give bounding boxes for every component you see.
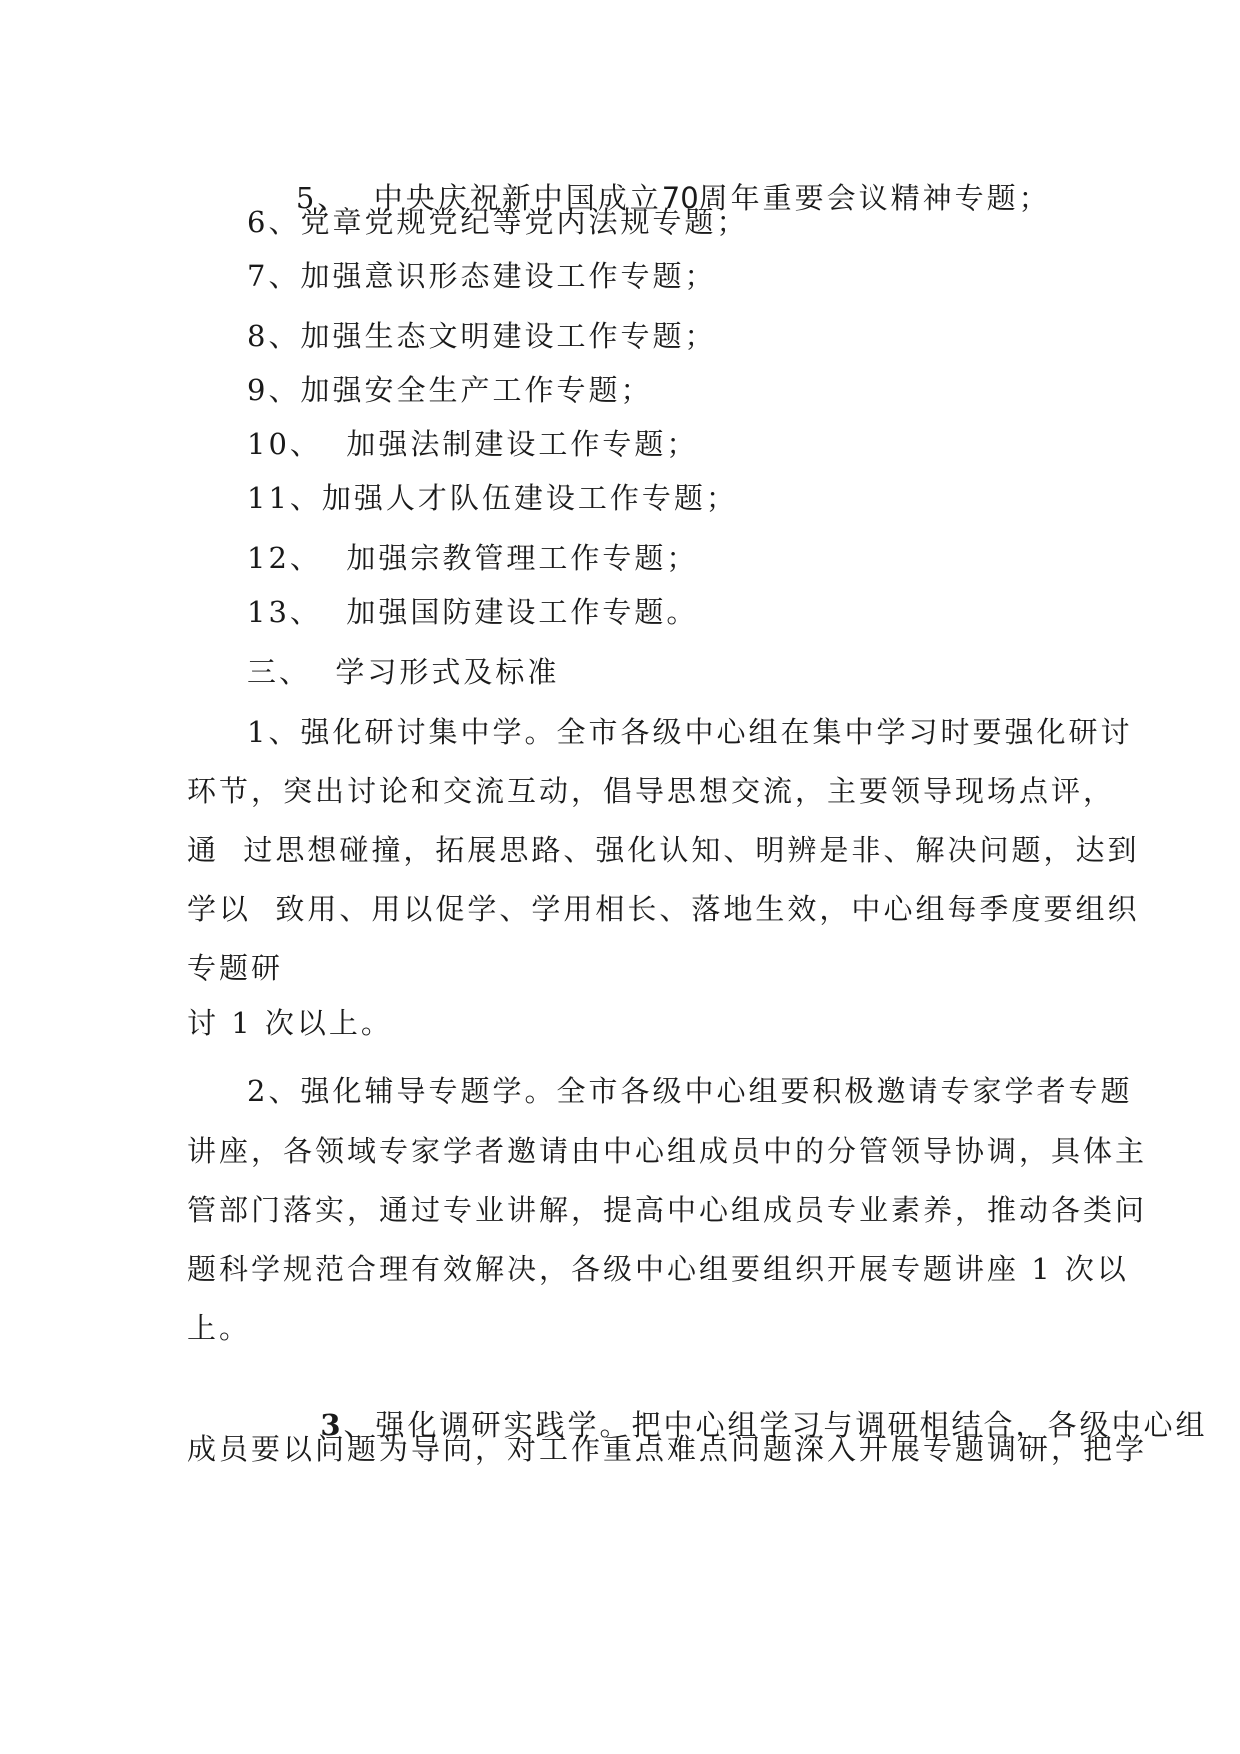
list-item-7: 7、加强意识形态建设工作专题； [247,259,717,293]
paragraph-line: 管部门落实，通过专业讲解，提高中心组成员专业素养，推动各类问 [187,1193,1148,1227]
list-item-13: 13、 加强国防建设工作专题。 [247,595,699,629]
paragraph-line: 讲座，各领域专家学者邀请由中心组成员中的分管领导协调，具体主 [187,1134,1148,1168]
paragraph-line: 通 过思想碰撞，拓展思路、强化认知、明辨是非、解决问题，达到 [187,833,1140,867]
paragraph-line: 讨 1 次以上。 [187,1006,393,1040]
list-item-10: 10、 加强法制建设工作专题； [247,427,699,461]
paragraph-line: 题科学规范合理有效解决，各级中心组要组织开展专题讲座 1 次以 [187,1252,1129,1286]
paragraph-3-line1: 、强化调研实践学。把中心组学习与调研相结合，各级中心组 [343,1408,1208,1442]
paragraph-line: 成员要以问题为导向，对工作重点难点问题深入开展专题调研，把学 [187,1432,1148,1466]
list-item-5-number: 70 [661,181,699,215]
list-item-6: 6、党章党规党纪等党内法规专题； [247,205,749,239]
list-item-9: 9、加强安全生产工作专题； [247,373,653,407]
paragraph-3-number: 3 [320,1408,344,1442]
list-item-5-suffix: 周年重要会议精神专题； [698,181,1051,215]
section-heading: 三、 学习形式及标准 [247,655,560,689]
paragraph-line: 专题研 [187,951,284,985]
paragraph-line: 学以 致用、用以促学、学用相长、落地生效，中心组每季度要组织 [187,892,1140,926]
list-item-5-prefix: 5、 中央庆祝新中国成立 [295,181,662,215]
paragraph-line: 2、强化辅导专题学。全市各级中心组要积极邀请专家学者专题 [247,1074,1133,1108]
list-item-12: 12、 加强宗教管理工作专题； [247,541,699,575]
list-item-11: 11、加强人才队伍建设工作专题； [247,481,738,515]
list-item-8: 8、加强生态文明建设工作专题； [247,319,717,353]
paragraph-line: 环节，突出讨论和交流互动，倡导思想交流，主要领导现场点评， [187,774,1116,808]
paragraph-line: 上。 [187,1311,252,1345]
paragraph-line: 1、强化研讨集中学。全市各级中心组在集中学习时要强化研讨 [247,715,1133,749]
